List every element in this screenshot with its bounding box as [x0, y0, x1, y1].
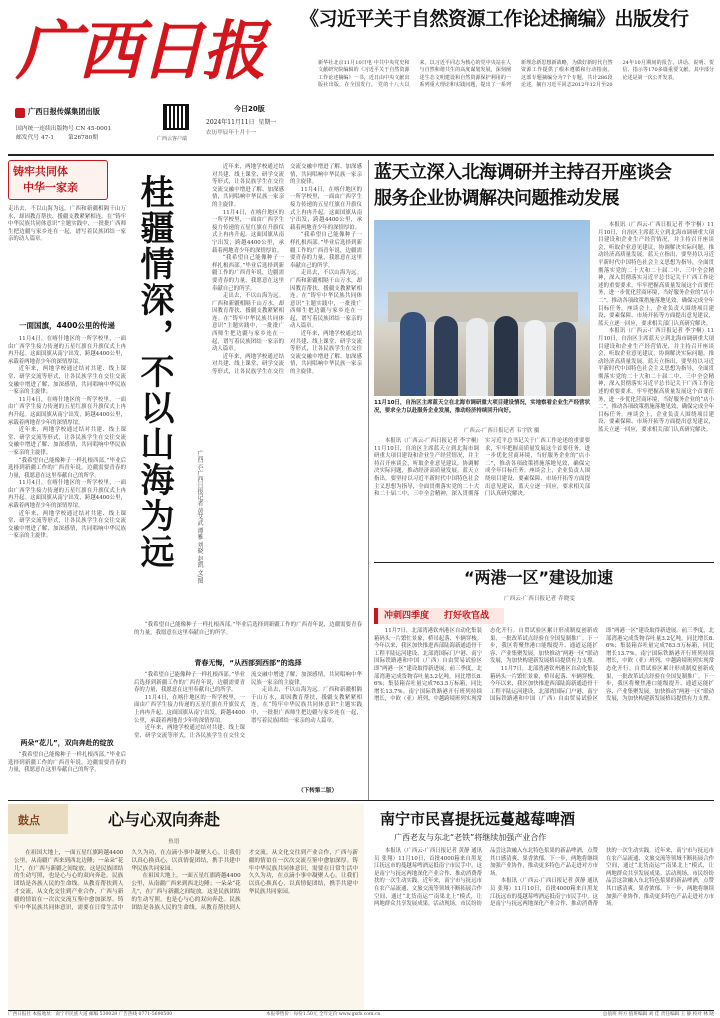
commentary-label-text: 鼓点: [18, 814, 40, 827]
main-story-rule: [374, 562, 714, 563]
feature-para-4c: “我希望自己能像种子一样扎根西部。”毕业后选择到新疆工作的广西青年说，边疆需要青春的力量，我愿意在这里奉献自己的所学。: [212, 255, 284, 292]
photo-person-6: [554, 322, 576, 396]
masthead-rule: [8, 154, 714, 156]
feature-para-3b: 近年来，两地学校通过结对共建、线上课堂、研学交流等形式，让各民族学生在交往交流交融中增进了解、加深感情，共同唱响中华民族一家亲的主旋律。: [8, 427, 126, 456]
qr-code: [163, 104, 189, 130]
lianggang-headline: “两港一区”建设加速: [464, 568, 614, 587]
issue-pages: 今日20版: [234, 105, 265, 113]
feature-para-3e: 近年来，两地学校通过结对共建、线上课堂、研学交流等形式，让各民族学生在交往交流交融中增进了解、加深感情，共同唱响中华民族一家亲的主旋律。: [212, 164, 362, 376]
feature-para-2e: 11月4日，在喀什地区的一所学校里，一面由广西学生接力传递的五星红旗在升旗仪式上冉冉升起。这面国旗从南宁出发，跨越4400公里，承载着两地青少年的深情厚谊。: [290, 186, 362, 231]
main-headline-1: 蓝天立深入北海调研并主持召开座谈会: [374, 162, 672, 183]
photo-person-3: [466, 318, 488, 396]
feature-body-3: [212, 164, 362, 614]
badge-line-1: 铸牢共同体: [13, 165, 68, 178]
lianggang-byline: 广西云-广西日报记者 乔晓雯: [504, 596, 575, 602]
feature-badge: [8, 160, 108, 200]
feature-para-4: “我希望自己能像种子一样扎根西部。”毕业后选择到新疆工作的广西青年说，边疆需要青春的力量，我愿意在这里奉献自己的所学。: [8, 457, 126, 479]
commentary-para-2: 在祖国大地上，一面五星红旗跨越4400公里，从南疆广西来到西北边陲；一朵朵“花儿”，在广西与新疆之间绽放。这是民族团结的生动写照，也是心与心的双向奔赴。民族团结是各族人民的生命线。从教育帮扶到人才交流，从文化交往到产业合作，广西与新疆的情谊在一次次交流互鉴中愈加深厚。铸牢中华民族共同体意识，需要在日常生活中久久为功，在点滴小事中凝聚人心。让我们以真心换真心，以真情促团结，携手共建中华民族共同家园。: [131, 850, 358, 911]
main-photo: [374, 220, 590, 396]
feature-para-2f: 11月4日，在喀什地区的一所学校里，一面由广西学生接力传递的五星红旗在升旗仪式上冉冉升起。这面国旗从南宁出发，跨越4400公里，承载着两地青少年的深情厚谊。: [134, 694, 245, 724]
feature-section-1: 一面国旗，4400公里的传递: [19, 321, 115, 330]
photo-person-1: [400, 312, 426, 396]
photo-person-2: [434, 316, 458, 396]
feature-intro: 走出去，不以山海为远。广西和新疆相隔千山万水，却因教育帮扶、援疆支教紧紧相连。在“铸牢中华民族共同体意识”主题实践中，一批批广西师生把边疆与家乡连在一起，谱写着民族团结一家亲的动人篇章。: [8, 206, 126, 243]
lianggang-body: [374, 628, 714, 796]
feature-para-4d: “我希望自己能像种子一样扎根西部。”毕业后选择到新疆工作的广西青年说，边疆需要青春的力量，我愿意在这里奉献自己的所学。: [290, 232, 362, 269]
commentary-para: 在祖国大地上，一面五星红旗跨越4400公里，从南疆广西来到西北边陲；一朵朵“花儿”，在广西与新疆之间绽放。这是民族团结的生动写照，也是心与心的双向奔赴。民族团结是各族人民的生命线。从教育帮扶到人才交流，从文化交往到产业合作，广西与新疆的情谊在一次次交流互鉴中愈加深厚。铸牢中华民族共同体意识，需要在日常生活中久久为功，在点滴小事中凝聚人心。让我们以真心换真心，以真情促团结，携手共建中华民族共同家园。: [14, 850, 241, 911]
beer-para-2: 本报讯（广西云-广西日报记者 黄静 通讯员 张翔）11月10日，首批4000箱来自黑龙江抚远市的蔓越莓啤酒运抵南宁市民手中。这是南宁与抚远两地深化产业合作、推动消费帮扶的一次生动实践。近年来，南宁市与抚远市在农产品流通、文旅交流等领域不断拓展合作空间，通过“北货南运”“南果北上”模式，让两地群众共享发展成果。活动现场，市民纷纷品尝这款融入东北特色浆果的新品啤酒，点赞其口感清爽、果香浓郁。下一步，两地将继续加强产业协作，推动更多特色产品走进对方市场。: [490, 848, 714, 908]
feature-body-1: [8, 336, 126, 678]
quarter-banner-text: 冲刺四季度: [384, 611, 430, 621]
lianggang-para: 11月7日，北部湾港钦州港区自动化集装箱码头一片繁忙景象，桥吊起落、车辆穿梭。今年以来，我区加快推进西部陆海新通道骨干工程平陆运河建设，北部湾国际门户港、南宁国际铁路港和中国（广西）自由贸易试验区即“两港一区”建设取得新进展。前三季度，北部湾港完成货物吞吐量3.2亿吨，同比增长8.6%；集装箱吞吐量完成763.5万标箱，同比增长13.7%。南宁国际铁路港开行班列持续增长，中欧（亚）班列、中越跨境班列实现常态化开行。自贸试验区累计形成制度创新成果，一批改革试点经验在全国复制推广。下一步，我区将聚焦港口能级提升、通道运能扩容、产业集聚发展，加快推动“两港一区”联动发展，为加快构建新发展格局提供有力支撑。: [374, 628, 598, 703]
publisher-name: 广西日报传媒集团出版: [28, 107, 100, 116]
feature-para-1d: 走出去，不以山海为远。广西和新疆相隔千山万水，却因教育帮扶、援疆支教紧紧相连。在“铸牢中华民族共同体意识”主题实践中，一批批广西师生把边疆与家乡连在一起，谱写着民族团结一家亲的动人篇章。: [251, 687, 362, 724]
feature-continued: （下转第二版）: [298, 788, 338, 794]
masthead-logo: 广西日报: [16, 14, 264, 89]
publisher-logo-mark: [15, 108, 25, 118]
lianggang-para-2: 11月7日，北部湾港钦州港区自动化集装箱码头一片繁忙景象，桥吊起落、车辆穿梭。今年以来，我区加快推进西部陆海新通道骨干工程平陆运河建设，北部湾国际门户港、南宁国际铁路港和中国（广西）自由贸易试验区即“两港一区”建设取得新进展。前三季度，北部湾港完成货物吞吐量3.2亿吨，同比增长8.6%；集装箱吞吐量完成763.5万标箱，同比增长13.7%。南宁国际铁路港开行班列持续增长，中欧（亚）班列、中越跨境班列实现常态化开行。自贸试验区累计形成制度创新成果，一批改革试点经验在全国复制推广。下一步，我区将聚焦港口能级提升、通道运能扩容、产业集聚发展，加快推动“两港一区”联动发展，为加快构建新发展格局提供有力支撑。: [490, 628, 714, 703]
postal-code: 邮发代号 47-1: [16, 135, 55, 141]
commentary-body: [14, 850, 358, 1006]
footer-mid: 本报零售价：每份1.50元 全年定价 www.gxrb.com.cn: [266, 1012, 381, 1017]
commentary-label: [8, 804, 68, 834]
feature-para-2: 11月4日，在喀什地区的一所学校里，一面由广西学生接力传递的五星红旗在升旗仪式上冉冉升起。这面国旗从南宁出发，跨越4400公里，承载着两地青少年的深情厚谊。: [8, 336, 126, 365]
beer-headline: 南宁市民喜提抚远蔓越莓啤酒: [380, 810, 576, 828]
issue-date: [206, 117, 276, 126]
commentary-author: 鱼语: [168, 839, 180, 845]
feature-para-1b: 走出去，不以山海为远。广西和新疆相隔千山万水，却因教育帮扶、援疆支教紧紧相连。在“铸牢中华民族共同体意识”主题实践中，一批批广西师生把边疆与家乡连在一起，谱写着民族团结一家亲的动人篇章。: [212, 293, 284, 353]
top-banner-title: 《习近平关于自然资源工作论述摘编》出版发行: [300, 8, 689, 30]
feature-para-4b: “我希望自己能像种子一样扎根西部。”毕业后选择到新疆工作的广西青年说，边疆需要青春的力量，我愿意在这里奉献自己的所学。: [8, 752, 126, 774]
left-feature: [8, 160, 362, 800]
feature-para-3c: 近年来，两地学校通过结对共建、线上课堂、研学交流等形式，让各民族学生在交往交流交融中增进了解、加深感情，共同唱响中华民族一家亲的主旋律。: [8, 510, 126, 540]
lunar-date: 农历甲辰年十月十一: [206, 130, 257, 136]
quarter-banner: [374, 608, 504, 624]
main-body: [374, 438, 590, 558]
qr-label: 广西云客户端: [157, 136, 188, 142]
beer-para: 本报讯（广西云-广西日报记者 黄静 通讯员 张翔）11月10日，首批4000箱来自黑龙江抚远市的蔓越莓啤酒运抵南宁市民手中。这是南宁与抚远两地深化产业合作、推动消费帮扶的一次生动实践。近年来，南宁市与抚远市在农产品流通、文旅交流等领域不断拓展合作空间，通过“北货南运”“南果北上”模式，让两地群众共享发展成果。活动现场，市民纷纷品尝这款融入东北特色浆果的新品啤酒，点赞其口感清爽、果香浓郁。下一步，两地将继续加强产业协作，推动更多特色产品走进对方市场。: [374, 848, 598, 908]
feature-para-2b: 11月4日，在喀什地区的一所学校里，一面由广西学生接力传递的五星红旗在升旗仪式上冉冉升起。这面国旗从南宁出发，跨越4400公里，承载着两地青少年的深情厚谊。: [8, 396, 126, 426]
main-body-para: 本报讯（广西云-广西日报记者 李宇桐）11月10日，自治区主席蓝天立到北海市调研重大项目建设和企业生产经营情况，并主持召开座谈会，听取企业意见建议，协调解决实际问题，推动经济高质量发展。蓝天立指出，要坚持以习近平新时代中国特色社会主义思想为指导，全面贯彻落实党的二十大和二十届二中、三中全会精神，深入贯彻落实习近平总书记关于广西工作论述的重要要求，牢牢把握高质量发展这个首要任务，进一步优化营商环境，当好服务企业的“店小二”，推动各项政策措施落地见效，确保完成全年目标任务。座谈会上，企业负责人围绕项目建设、要素保障、市场开拓等方面提出意见建议，蓝天立逐一回应，要求相关部门认真研究解决。: [374, 438, 590, 498]
main-body-side-para-2: 本报讯（广西云-广西日报记者 李宇桐）11月10日，自治区主席蓝天立到北海市调研重大项目建设和企业生产经营情况，并主持召开座谈会，听取企业意见建议，协调解决实际问题，推动经济高质量发展。蓝天立指出，要坚持以习近平新时代中国特色社会主义思想为指导，全面贯彻落实党的二十大和二十届二中、三中全会精神，深入贯彻落实习近平总书记关于广西工作论述的重要要求，牢牢把握高质量发展这个首要任务，进一步优化营商环境，当好服务企业的“店小二”，推动各项政策措施落地见效，确保完成全年目标任务。座谈会上，企业负责人围绕项目建设、要素保障、市场开拓等方面提出意见建议，蓝天立逐一回应，要求相关部门认真研究解决。: [598, 328, 714, 434]
top-banner-body: 新华社北京11月10日电 中共中央党史和文献研究院编辑的《习近平关于自然资源工作论述摘编》一书，近日由中央文献出版社出版，在全国发行。 党的十八大以来，以习近平同志为核心的党中央站在人与自然和谐共生的高度谋划发展，深刻阐述生态文明建设和自然资源保护利用的一系列重大理论和实践问题，提出了一系列新理念新思想新战略，为做好新时代自然资源工作提供了根本遵循和行动指南。 这部专题摘编分为7个专题，共计286段论述，摘自习近平同志2012年12月至2024年10月期间的报告、讲话、说明、贺信、指示等170多篇重要文献。其中部分论述是第一次公开发表。: [318, 60, 714, 89]
feature-body-4: [134, 622, 362, 650]
beer-body: [374, 848, 714, 1008]
feature-para-1c: 走出去，不以山海为远。广西和新疆相隔千山万水，却因教育帮扶、援疆支教紧紧相连。在“铸牢中华民族共同体意识”主题实践中，一批批广西师生把边疆与家乡连在一起，谱写着民族团结一家亲的动人篇章。: [290, 270, 362, 330]
feature-section-2: 两朵“花儿”，双向奔赴的绽放: [20, 739, 114, 747]
photo-person-5: [524, 320, 546, 396]
main-caption: [374, 400, 590, 426]
column-divider: [368, 160, 369, 800]
quarter-banner-text-2: 打好收官战: [444, 611, 490, 621]
feature-para-3f: 近年来，两地学校通过结对共建、线上课堂、研学交流等形式，让各民族学生在交往交流交融中增进了解、加深感情，共同唱响中华民族一家亲的主旋律。: [290, 331, 362, 376]
feature-headline: 桂疆情深，不以山海为远: [134, 174, 174, 570]
main-story: [374, 160, 714, 560]
feature-para-2d: 11月4日，在喀什地区的一所学校里，一面由广西学生接力传递的五星红旗在升旗仪式上冉冉升起。这面国旗从南宁出发，跨越4400公里，承载着两地青少年的深情厚谊。: [212, 209, 284, 254]
masthead: [8, 4, 290, 154]
commentary-box: [8, 804, 364, 1010]
main-body-side-para: 本报讯（广西云-广西日报记者 李宇桐）11月10日，自治区主席蓝天立到北海市调研重大项目建设和企业生产经营情况，并主持召开座谈会，听取企业意见建议，协调解决实际问题，推动经济高质量发展。蓝天立指出，要坚持以习近平新时代中国特色社会主义思想为指导，全面贯彻落实党的二十大和二十届二中、三中全会精神，深入贯彻落实习近平总书记关于广西工作论述的重要要求，牢牢把握高质量发展这个首要任务，进一步优化营商环境，当好服务企业的“店小二”，推动各项政策措施落地见效，确保完成全年目标任务。座谈会上，企业负责人围绕项目建设、要素保障、市场开拓等方面提出意见建议，蓝天立逐一回应，要求相关部门认真研究解决。: [598, 222, 714, 327]
feature-para-3g: 近年来，两地学校通过结对共建、线上课堂、研学交流等形式，让各民族学生在交往交流交融中增进了解、加深感情，共同唱响中华民族一家亲的主旋律。: [134, 672, 362, 739]
lower-rule: [8, 800, 714, 801]
badge-line-2: 中华一家亲: [23, 181, 78, 194]
feature-para-4e: “我希望自己能像种子一样扎根西部。”毕业后选择到新疆工作的广西青年说，边疆需要青春的力量，我愿意在这里奉献自己的所学。: [134, 622, 362, 636]
cn-number: 国内统一连续出版物号 CN 45-0001: [16, 126, 112, 132]
feature-para-3d: 近年来，两地学校通过结对共建、线上课堂、研学交流等形式，让各民族学生在交往交流交融中增进了解、加深感情，共同唱响中华民族一家亲的主旋律。: [212, 164, 284, 208]
feature-body-5: [134, 672, 362, 784]
issue-weekday: 星期一: [258, 119, 277, 126]
beer-subhead: 广西老友与东北“老铁”将继续加强产业合作: [394, 833, 547, 842]
feature-para-3: 近年来，两地学校通过结对共建、线上课堂、研学交流等形式，让各民族学生在交往交流交融中增进了解、加深感情，共同唱响中华民族一家亲的主旋律。: [8, 366, 126, 396]
feature-body-2: [8, 752, 126, 796]
feature-para-2c: 11月4日，在喀什地区的一所学校里，一面由广西学生接力传递的五星红旗在升旗仪式上冉冉升起。这面国旗从南宁出发，跨越4400公里，承载着两地青少年的深情厚谊。: [8, 480, 126, 510]
main-headline-2: 服务企业协调解决问题推动发展: [374, 188, 619, 209]
top-banner: [300, 4, 714, 154]
feature-section-3: 青春无悔，“从西部到西部”的选择: [194, 659, 302, 667]
main-photo-credit: 广西云-广西日报记者 韦宇欣 摄: [464, 428, 540, 434]
caption-text: 11月10日，自治区主席蓝天立在北海市调研重大项目建设情况，实地察看企业生产经营状况，要求全力以赴服务企业发展，推动经济持续回升向好。: [374, 400, 590, 414]
footer-right: 总值班 何方 值班编辑 刘 佳 责任编辑 王 静 校对 林 晓: [602, 1012, 714, 1017]
feature-para-4f: “我希望自己能像种子一样扎根西部。”毕业后选择到新疆工作的广西青年说，边疆需要青春的力量，我愿意在这里奉献自己的所学。: [134, 672, 245, 694]
commentary-headline: 心与心双向奔赴: [108, 810, 221, 829]
feature-byline: 广西云-广西日报记者 黄艾武 谭雅 刘晓 赵凯 文/图: [196, 450, 203, 584]
photo-person-4: [494, 316, 518, 396]
lianggang-story: [374, 566, 714, 798]
issue-date-text: 2024年11月11日: [206, 119, 255, 126]
issue-number: 第26780期: [68, 135, 99, 141]
beer-story: [374, 804, 714, 1010]
main-body-side: [598, 222, 714, 558]
footer-left: 广西日报社 本报地址：南宁市民族大道 邮编 530028 广告热线 0771-5690500: [8, 1012, 173, 1017]
